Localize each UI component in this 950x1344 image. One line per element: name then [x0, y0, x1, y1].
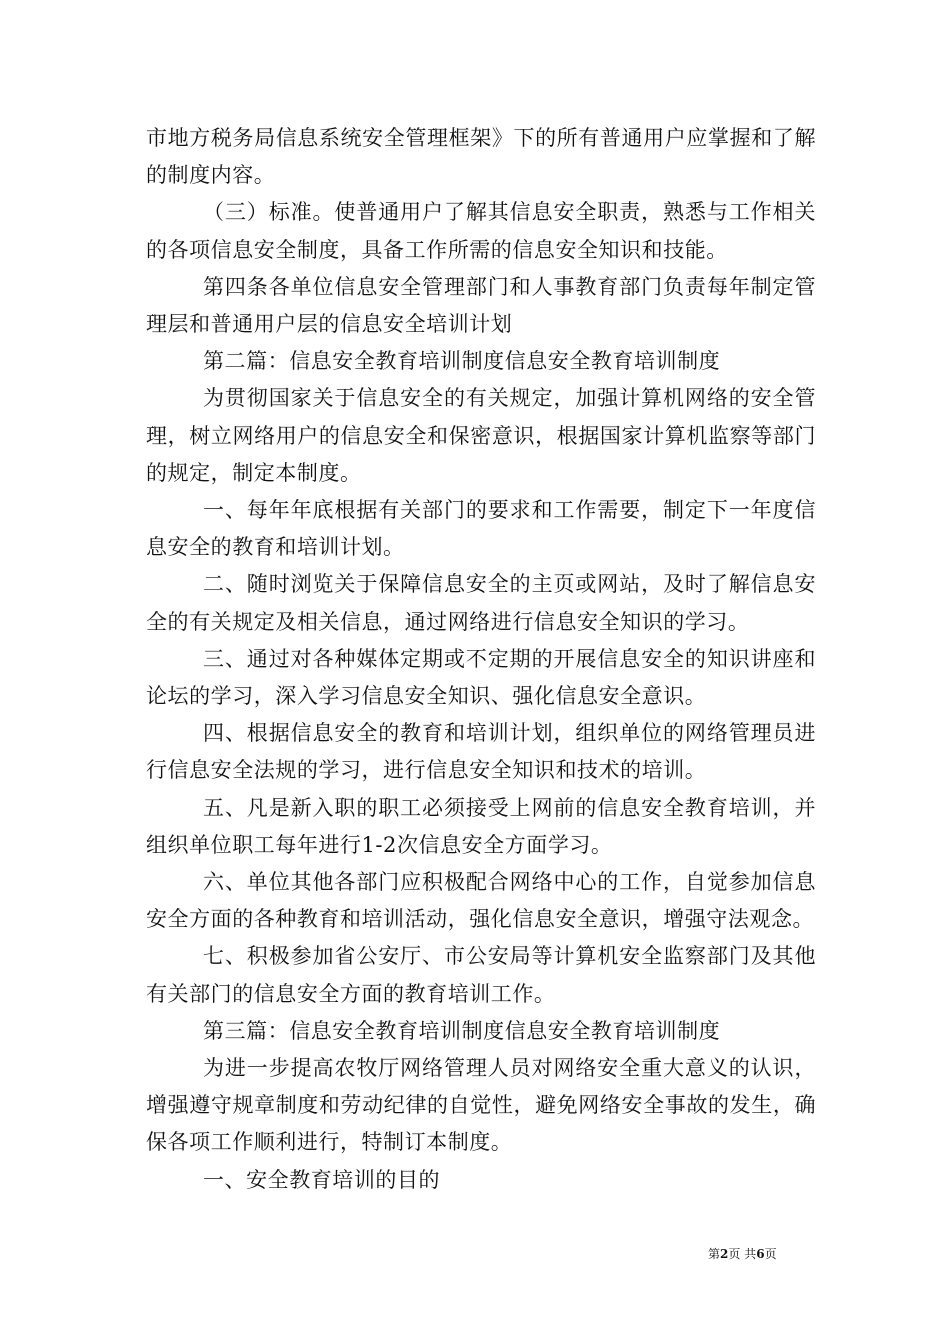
current-page-number: 2 — [720, 1247, 729, 1261]
paragraph: 第四条各单位信息安全管理部门和人事教育部门负责每年制定管理层和普通用户层的信息安全培训计划 — [146, 274, 816, 337]
paragraph: 五、凡是新入职的职工必须接受上网前的信息安全教育培训，并组织单位职工每年进行1-2次信息安全方面学习。 — [146, 795, 816, 857]
paragraph: 七、积极参加省公安厅、市公安局等计算机安全监察部门及其他有关部门的信息安全方面的教育培训工作。 — [146, 944, 816, 1006]
paragraph: （三）标准。使普通用户了解其信息安全职责，熟悉与工作相关的各项信息安全制度，具备工作所需的信息安全知识和技能。 — [146, 200, 816, 262]
paragraph: 三、通过对各种媒体定期或不定期的开展信息安全的知识讲座和论坛的学习，深入学习信息安全知识、强化信息安全意识。 — [146, 646, 816, 709]
page-number-footer — [708, 1247, 777, 1261]
section-heading: 第二篇：信息安全教育培训制度信息安全教育培训制度 — [203, 349, 721, 374]
section-heading: 第三篇：信息安全教育培训制度信息安全教育培训制度 — [203, 1018, 721, 1043]
paragraph: 一、每年年底根据有关部门的要求和工作需要，制定下一年度信息安全的教育和培训计划。 — [146, 498, 816, 560]
paragraph: 市地方税务局信息系统安全管理框架》下的所有普通用户应掌握和了解的制度内容。 — [146, 126, 816, 188]
page-number-suffix: 页 — [764, 1247, 777, 1261]
paragraph: 四、根据信息安全的教育和培训计划，组织单位的网络管理员进行信息安全法规的学习，进行信息安全知识和技术的培训。 — [146, 721, 816, 783]
paragraph: 六、单位其他各部门应积极配合网络中心的工作，自觉参加信息安全方面的各种教育和培训活动，强化信息安全意识，增强守法观念。 — [146, 870, 816, 932]
document-body — [146, 120, 816, 1199]
paragraph: 二、随时浏览关于保障信息安全的主页或网站，及时了解信息安全的有关规定及相关信息，通过网络进行信息安全知识的学习。 — [146, 572, 816, 634]
paragraph: 一、安全教育培训的目的 — [203, 1167, 441, 1192]
total-pages-number: 6 — [756, 1247, 765, 1261]
paragraph: 为贯彻国家关于信息安全的有关规定，加强计算机网络的安全管理，树立网络用户的信息安全和保密意识，根据国家计算机监察等部门的规定，制定本制度。 — [146, 386, 816, 485]
page-number-prefix: 第 — [708, 1247, 721, 1261]
page-number-middle: 页 共 — [728, 1247, 757, 1261]
paragraph: 为进一步提高农牧厅网络管理人员对网络安全重大意义的认识，增强遵守规章制度和劳动纪律的自觉性，避免网络安全事故的发生，确保各项工作顺利进行，特制订本制度。 — [146, 1056, 816, 1155]
